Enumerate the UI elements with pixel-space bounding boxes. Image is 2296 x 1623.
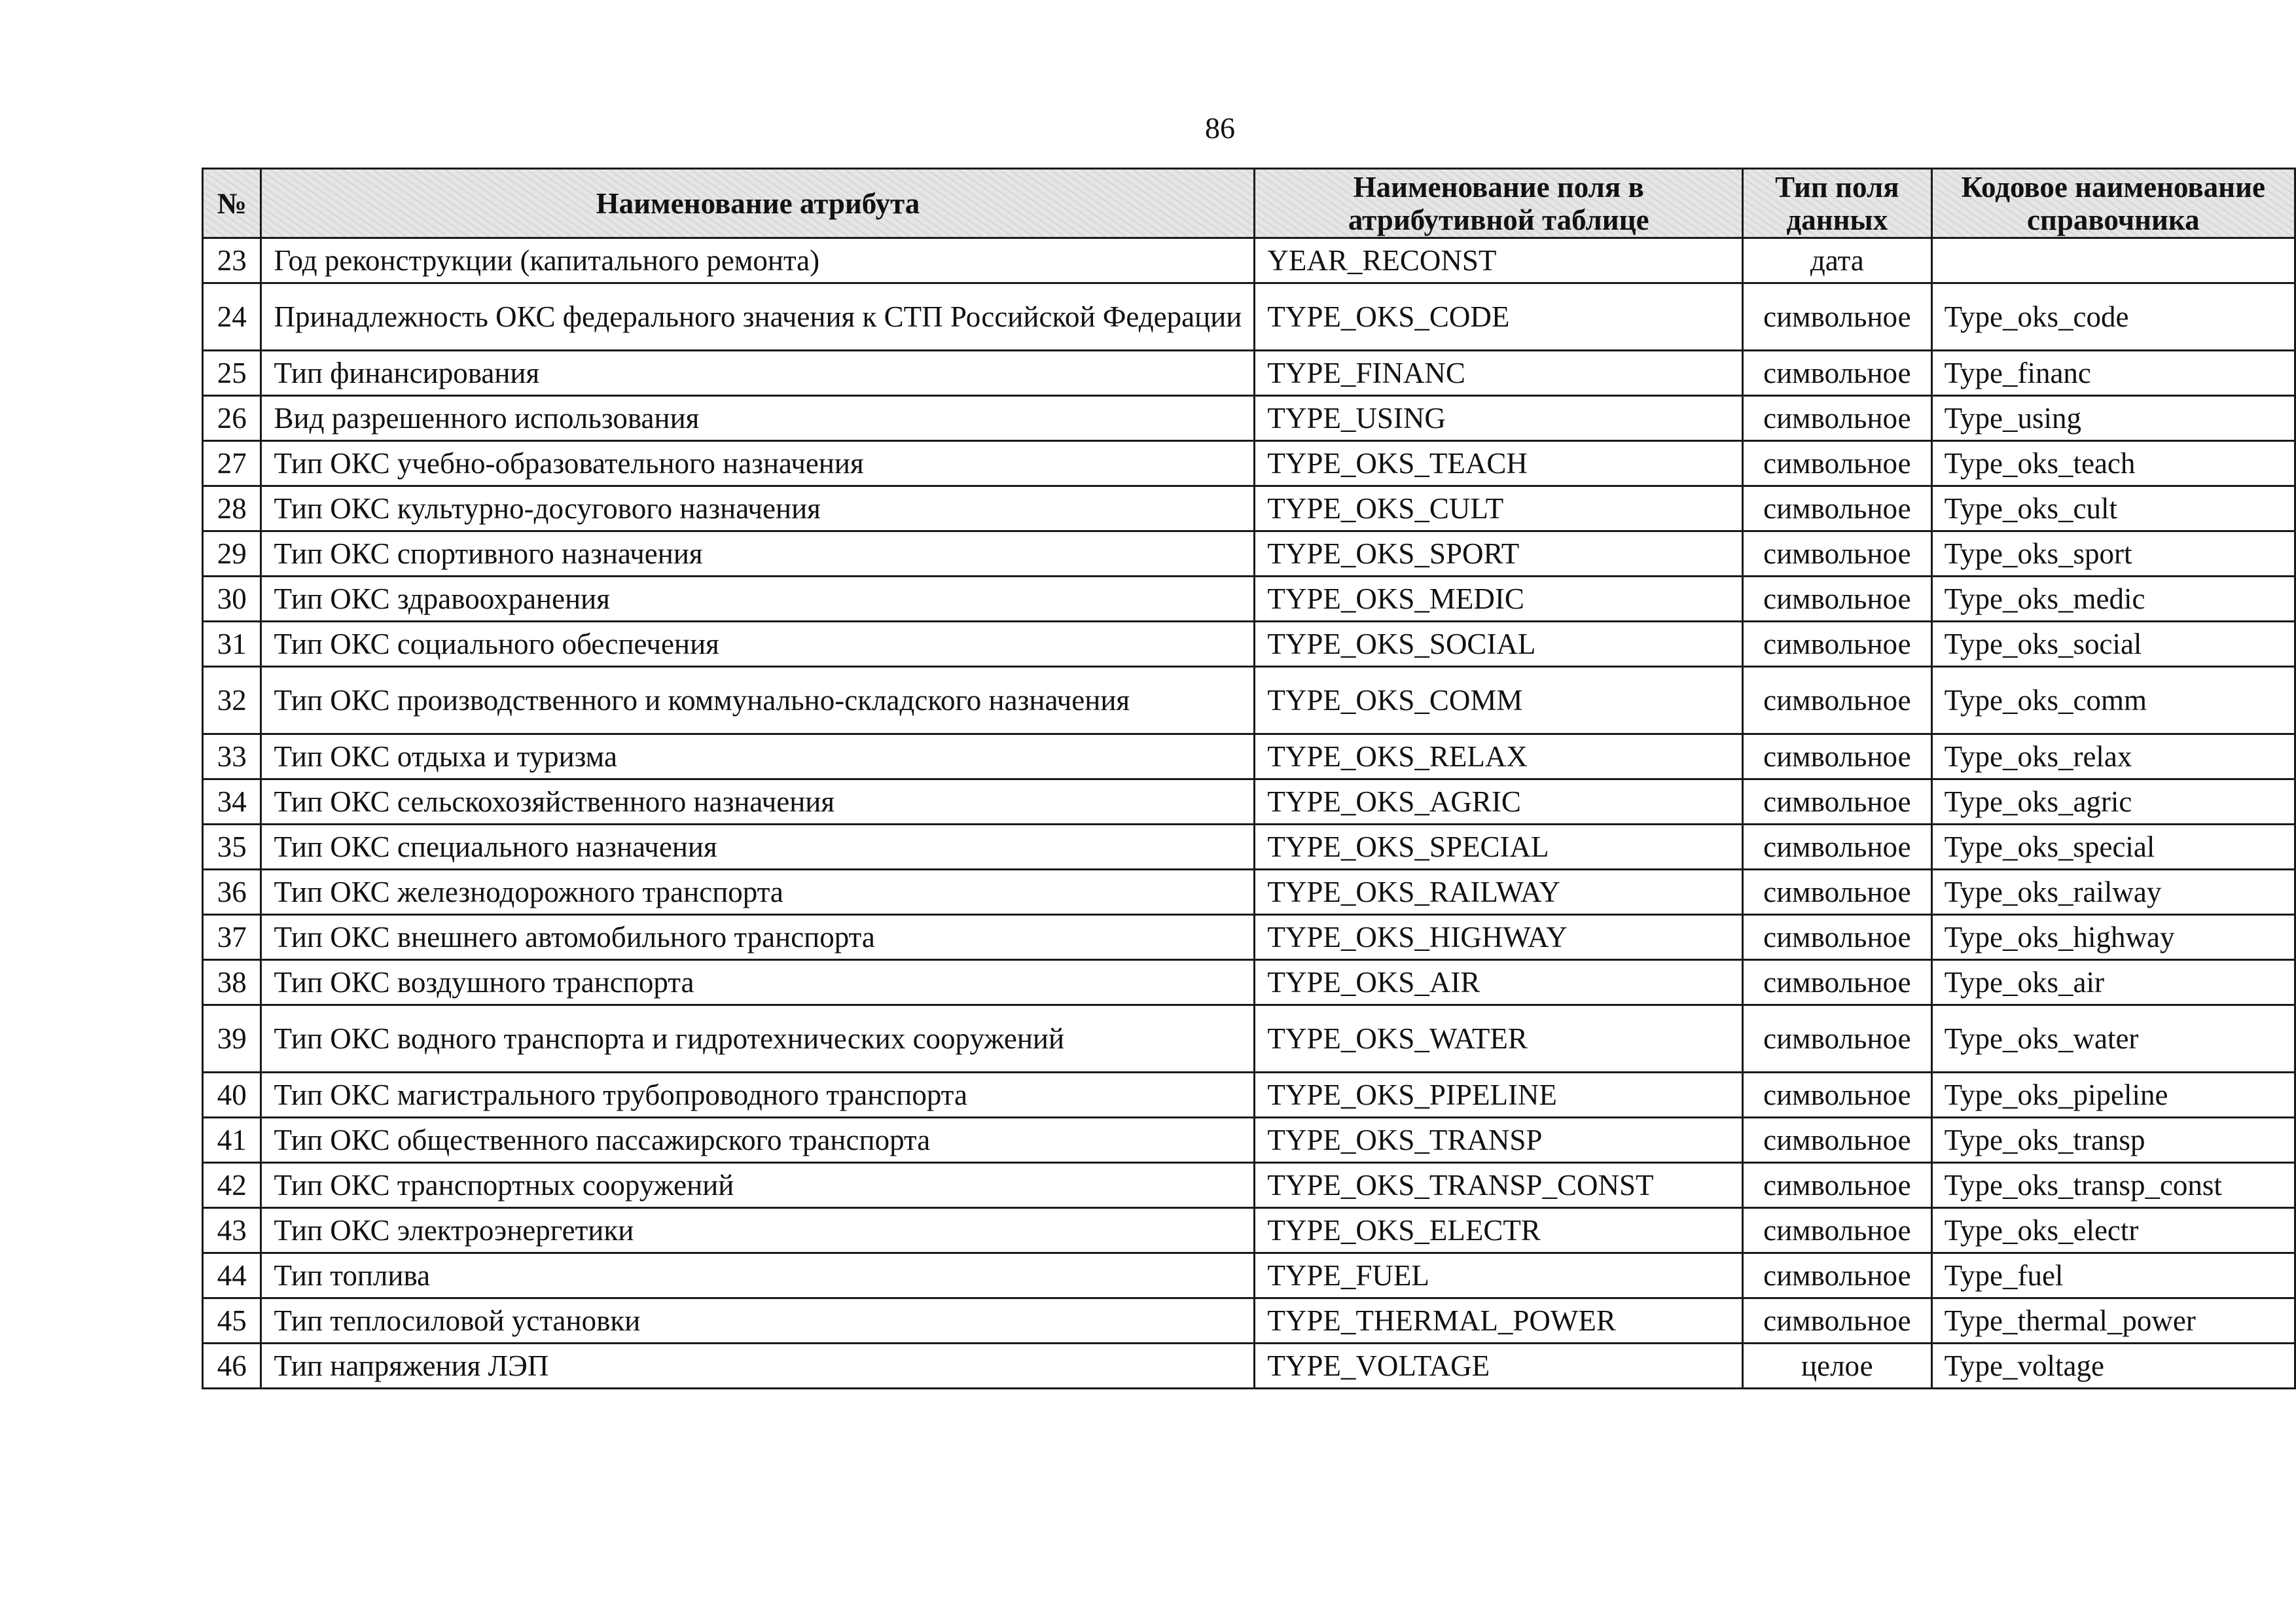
row-data-type: символьное bbox=[1743, 1163, 1932, 1208]
row-reference-code: Type_oks_sport bbox=[1931, 531, 2295, 577]
row-reference-code: Type_oks_agric bbox=[1931, 779, 2295, 825]
row-field-name: TYPE_OKS_TRANSP_CONST bbox=[1255, 1163, 1743, 1208]
row-data-type: символьное bbox=[1743, 870, 1932, 915]
row-attribute-name: Тип ОКС здравоохранения bbox=[261, 577, 1255, 622]
table-row bbox=[203, 779, 2295, 825]
row-num: 29 bbox=[203, 531, 261, 577]
header-num: № bbox=[203, 169, 261, 238]
row-field-name: TYPE_OKS_AIR bbox=[1255, 960, 1743, 1005]
row-field-name: TYPE_OKS_AGRIC bbox=[1255, 779, 1743, 825]
table-row bbox=[203, 960, 2295, 1005]
row-reference-code: Type_oks_code bbox=[1931, 283, 2295, 351]
table-row bbox=[203, 441, 2295, 486]
row-data-type: символьное bbox=[1743, 577, 1932, 622]
row-attribute-name: Тип ОКС водного транспорта и гидротехнических сооружений bbox=[261, 1005, 1255, 1073]
table-row bbox=[203, 486, 2295, 531]
row-num: 42 bbox=[203, 1163, 261, 1208]
row-data-type: символьное bbox=[1743, 396, 1932, 441]
row-attribute-name: Тип ОКС учебно-образовательного назначения bbox=[261, 441, 1255, 486]
row-reference-code: Type_oks_transp_const bbox=[1931, 1163, 2295, 1208]
row-field-name: TYPE_OKS_TRANSP bbox=[1255, 1118, 1743, 1163]
row-data-type: символьное bbox=[1743, 622, 1932, 667]
row-data-type: символьное bbox=[1743, 1118, 1932, 1163]
row-reference-code: Type_oks_social bbox=[1931, 622, 2295, 667]
row-num: 28 bbox=[203, 486, 261, 531]
row-num: 45 bbox=[203, 1298, 261, 1344]
row-reference-code: Type_oks_pipeline bbox=[1931, 1073, 2295, 1118]
row-data-type: символьное bbox=[1743, 1073, 1932, 1118]
row-attribute-name: Тип ОКС транспортных сооружений bbox=[261, 1163, 1255, 1208]
row-field-name: TYPE_OKS_COMM bbox=[1255, 667, 1743, 734]
row-field-name: TYPE_OKS_PIPELINE bbox=[1255, 1073, 1743, 1118]
row-attribute-name: Тип ОКС социального обеспечения bbox=[261, 622, 1255, 667]
row-field-name: TYPE_OKS_TEACH bbox=[1255, 441, 1743, 486]
row-data-type: символьное bbox=[1743, 441, 1932, 486]
row-attribute-name: Тип ОКС внешнего автомобильного транспорта bbox=[261, 915, 1255, 960]
row-num: 37 bbox=[203, 915, 261, 960]
row-reference-code: Type_oks_railway bbox=[1931, 870, 2295, 915]
row-reference-code: Type_oks_relax bbox=[1931, 734, 2295, 779]
header-field-name: Наименование поля в атрибутивной таблице bbox=[1255, 169, 1743, 238]
table-row bbox=[203, 1005, 2295, 1073]
row-reference-code: Type_oks_teach bbox=[1931, 441, 2295, 486]
attribute-table bbox=[202, 168, 2296, 1389]
row-data-type: символьное bbox=[1743, 915, 1932, 960]
table-row bbox=[203, 531, 2295, 577]
row-field-name: TYPE_OKS_SOCIAL bbox=[1255, 622, 1743, 667]
row-data-type: символьное bbox=[1743, 667, 1932, 734]
row-field-name: TYPE_OKS_WATER bbox=[1255, 1005, 1743, 1073]
row-field-name: TYPE_FINANC bbox=[1255, 351, 1743, 396]
row-attribute-name: Тип ОКС железнодорожного транспорта bbox=[261, 870, 1255, 915]
row-field-name: TYPE_OKS_MEDIC bbox=[1255, 577, 1743, 622]
row-num: 33 bbox=[203, 734, 261, 779]
row-reference-code: Type_oks_highway bbox=[1931, 915, 2295, 960]
table-row bbox=[203, 1298, 2295, 1344]
row-num: 30 bbox=[203, 577, 261, 622]
row-field-name: TYPE_OKS_HIGHWAY bbox=[1255, 915, 1743, 960]
row-attribute-name: Тип теплосиловой установки bbox=[261, 1298, 1255, 1344]
row-field-name: TYPE_FUEL bbox=[1255, 1253, 1743, 1298]
row-num: 46 bbox=[203, 1344, 261, 1389]
row-num: 31 bbox=[203, 622, 261, 667]
table-row bbox=[203, 238, 2295, 283]
row-attribute-name: Тип ОКС сельскохозяйственного назначения bbox=[261, 779, 1255, 825]
table-row bbox=[203, 1253, 2295, 1298]
row-reference-code: Type_voltage bbox=[1931, 1344, 2295, 1389]
table-row bbox=[203, 667, 2295, 734]
row-reference-code: Type_oks_medic bbox=[1931, 577, 2295, 622]
row-data-type: символьное bbox=[1743, 283, 1932, 351]
table-row bbox=[203, 1208, 2295, 1253]
row-data-type: целое bbox=[1743, 1344, 1932, 1389]
row-data-type: символьное bbox=[1743, 351, 1932, 396]
table-row bbox=[203, 1118, 2295, 1163]
row-reference-code: Type_oks_transp bbox=[1931, 1118, 2295, 1163]
table-row bbox=[203, 825, 2295, 870]
row-reference-code: Type_oks_air bbox=[1931, 960, 2295, 1005]
row-field-name: TYPE_VOLTAGE bbox=[1255, 1344, 1743, 1389]
table-row bbox=[203, 1344, 2295, 1389]
row-field-name: TYPE_OKS_CULT bbox=[1255, 486, 1743, 531]
row-field-name: TYPE_OKS_RAILWAY bbox=[1255, 870, 1743, 915]
row-field-name: TYPE_OKS_CODE bbox=[1255, 283, 1743, 351]
row-num: 40 bbox=[203, 1073, 261, 1118]
table-header-row bbox=[203, 169, 2295, 238]
row-data-type: символьное bbox=[1743, 779, 1932, 825]
row-field-name: TYPE_USING bbox=[1255, 396, 1743, 441]
row-field-name: TYPE_OKS_ELECTR bbox=[1255, 1208, 1743, 1253]
row-field-name: YEAR_RECONST bbox=[1255, 238, 1743, 283]
row-num: 26 bbox=[203, 396, 261, 441]
row-num: 24 bbox=[203, 283, 261, 351]
row-attribute-name: Тип топлива bbox=[261, 1253, 1255, 1298]
row-data-type: символьное bbox=[1743, 825, 1932, 870]
row-data-type: символьное bbox=[1743, 1253, 1932, 1298]
row-attribute-name: Тип ОКС электроэнергетики bbox=[261, 1208, 1255, 1253]
row-num: 32 bbox=[203, 667, 261, 734]
row-reference-code: Type_oks_cult bbox=[1931, 486, 2295, 531]
row-data-type: символьное bbox=[1743, 960, 1932, 1005]
row-reference-code: Type_fuel bbox=[1931, 1253, 2295, 1298]
table-row bbox=[203, 734, 2295, 779]
row-num: 25 bbox=[203, 351, 261, 396]
row-num: 44 bbox=[203, 1253, 261, 1298]
row-reference-code: Type_using bbox=[1931, 396, 2295, 441]
row-data-type: символьное bbox=[1743, 734, 1932, 779]
row-num: 38 bbox=[203, 960, 261, 1005]
table-row bbox=[203, 915, 2295, 960]
header-attribute-name: Наименование атрибута bbox=[261, 169, 1255, 238]
row-data-type: символьное bbox=[1743, 1005, 1932, 1073]
row-data-type: символьное bbox=[1743, 1208, 1932, 1253]
row-reference-code: Type_oks_electr bbox=[1931, 1208, 2295, 1253]
row-num: 39 bbox=[203, 1005, 261, 1073]
table-row bbox=[203, 1163, 2295, 1208]
row-attribute-name: Тип ОКС общественного пассажирского транспорта bbox=[261, 1118, 1255, 1163]
row-num: 34 bbox=[203, 779, 261, 825]
row-data-type: символьное bbox=[1743, 531, 1932, 577]
row-attribute-name: Тип ОКС специального назначения bbox=[261, 825, 1255, 870]
row-reference-code: Type_oks_comm bbox=[1931, 667, 2295, 734]
table-row bbox=[203, 1073, 2295, 1118]
table-row bbox=[203, 351, 2295, 396]
header-data-type: Тип поля данных bbox=[1743, 169, 1932, 238]
row-attribute-name: Вид разрешенного использования bbox=[261, 396, 1255, 441]
row-data-type: символьное bbox=[1743, 486, 1932, 531]
row-attribute-name: Принадлежность ОКС федерального значения к СТП Российской Федерации bbox=[261, 283, 1255, 351]
header-reference-code: Кодовое наименование справочника bbox=[1931, 169, 2295, 238]
row-attribute-name: Тип напряжения ЛЭП bbox=[261, 1344, 1255, 1389]
row-attribute-name: Год реконструкции (капитального ремонта) bbox=[261, 238, 1255, 283]
row-data-type: дата bbox=[1743, 238, 1932, 283]
row-attribute-name: Тип ОКС отдыха и туризма bbox=[261, 734, 1255, 779]
row-attribute-name: Тип финансирования bbox=[261, 351, 1255, 396]
row-num: 36 bbox=[203, 870, 261, 915]
row-reference-code: Type_oks_water bbox=[1931, 1005, 2295, 1073]
row-field-name: TYPE_OKS_SPORT bbox=[1255, 531, 1743, 577]
table-row bbox=[203, 870, 2295, 915]
row-reference-code: Type_financ bbox=[1931, 351, 2295, 396]
row-reference-code: Type_oks_special bbox=[1931, 825, 2295, 870]
page-number: 86 bbox=[1205, 111, 1235, 145]
table-row bbox=[203, 577, 2295, 622]
row-num: 43 bbox=[203, 1208, 261, 1253]
row-attribute-name: Тип ОКС магистрального трубопроводного транспорта bbox=[261, 1073, 1255, 1118]
table-row bbox=[203, 283, 2295, 351]
row-reference-code: Type_thermal_power bbox=[1931, 1298, 2295, 1344]
row-attribute-name: Тип ОКС производственного и коммунально-складского назначения bbox=[261, 667, 1255, 734]
row-field-name: TYPE_THERMAL_POWER bbox=[1255, 1298, 1743, 1344]
table-row bbox=[203, 622, 2295, 667]
row-field-name: TYPE_OKS_SPECIAL bbox=[1255, 825, 1743, 870]
row-attribute-name: Тип ОКС воздушного транспорта bbox=[261, 960, 1255, 1005]
row-attribute-name: Тип ОКС культурно-досугового назначения bbox=[261, 486, 1255, 531]
row-num: 35 bbox=[203, 825, 261, 870]
row-reference-code bbox=[1931, 238, 2295, 283]
row-num: 23 bbox=[203, 238, 261, 283]
row-field-name: TYPE_OKS_RELAX bbox=[1255, 734, 1743, 779]
row-num: 41 bbox=[203, 1118, 261, 1163]
table-row bbox=[203, 396, 2295, 441]
row-data-type: символьное bbox=[1743, 1298, 1932, 1344]
row-num: 27 bbox=[203, 441, 261, 486]
row-attribute-name: Тип ОКС спортивного назначения bbox=[261, 531, 1255, 577]
